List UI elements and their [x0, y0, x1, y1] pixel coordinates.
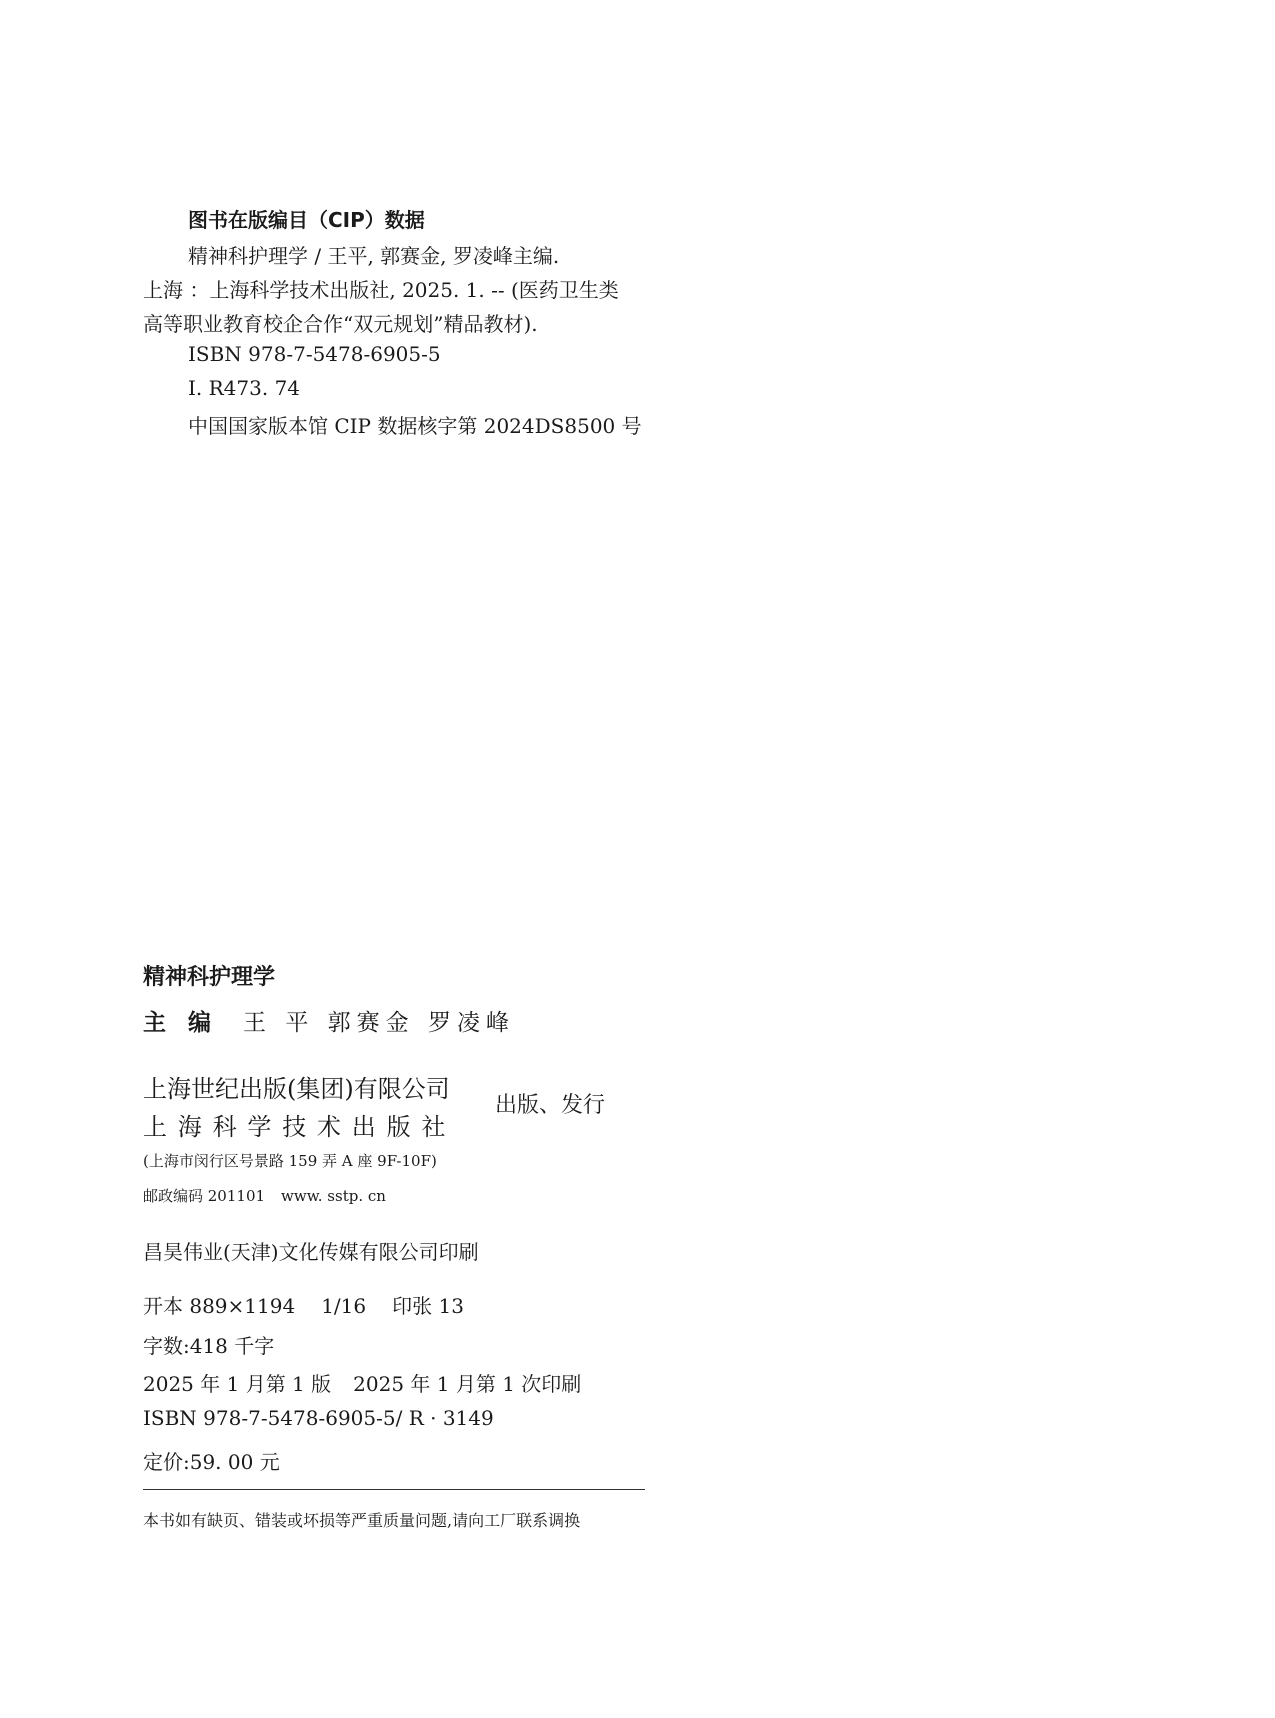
cip-line-publisher: 上海 ：上海科学技术出版社, 2025. 1. -- (医药卫生类: [143, 278, 619, 302]
publisher-suffix: 出版、发行: [495, 1093, 606, 1118]
format: 开本 889×1194: [143, 1294, 296, 1318]
book-title: 精神科护理学: [143, 965, 276, 990]
cip-line-series: 高等职业教育校企合作“双元规划”精品教材).: [143, 312, 538, 336]
edition-row: [143, 1368, 581, 1397]
publisher-group: 上海世纪出版(集团)有限公司: [143, 1075, 450, 1103]
format-ratio: 1/16: [321, 1294, 367, 1318]
editor-names: 王 平 郭赛金 罗凌峰: [243, 1010, 515, 1036]
price: 定价:59. 00 元: [143, 1450, 280, 1474]
postcode-row: [143, 1185, 386, 1206]
edition: 2025 年 1 月第 1 版: [143, 1372, 332, 1396]
word-count: 字数:418 千字: [143, 1334, 275, 1358]
website: www. sstp. cn: [281, 1187, 386, 1205]
editor-row: [143, 1004, 515, 1037]
cip-library-note: 中国国家版本馆 CIP 数据核字第 2024DS8500 号: [188, 414, 642, 438]
cip-isbn: ISBN 978-7-5478-6905-5: [188, 342, 441, 366]
notice: 本书如有缺页、错装或坏损等严重质量问题,请向工厂联系调换: [143, 1511, 581, 1530]
printing: 2025 年 1 月第 1 次印刷: [353, 1372, 582, 1396]
editor-label: 主编: [143, 1010, 233, 1036]
cip-title: 图书在版编目（CIP）数据: [188, 208, 425, 232]
isbn-full: ISBN 978-7-5478-6905-5/ R · 3149: [143, 1406, 494, 1430]
format-row: [143, 1290, 490, 1319]
postcode: 邮政编码 201101: [143, 1187, 266, 1205]
printer: 昌昊伟业(天津)文化传媒有限公司印刷: [143, 1240, 479, 1264]
divider: [143, 1489, 645, 1490]
publisher-address: (上海市闵行区号景路 159 弄 A 座 9F-10F): [143, 1152, 437, 1170]
sheets: 印张 13: [392, 1294, 464, 1318]
cip-classification: Ⅰ. R473. 74: [188, 376, 301, 400]
publisher-house: 上海科学技术出版社: [143, 1113, 457, 1141]
cip-line-title-editors: 精神科护理学 / 王平, 郭赛金, 罗凌峰主编.: [188, 244, 560, 268]
